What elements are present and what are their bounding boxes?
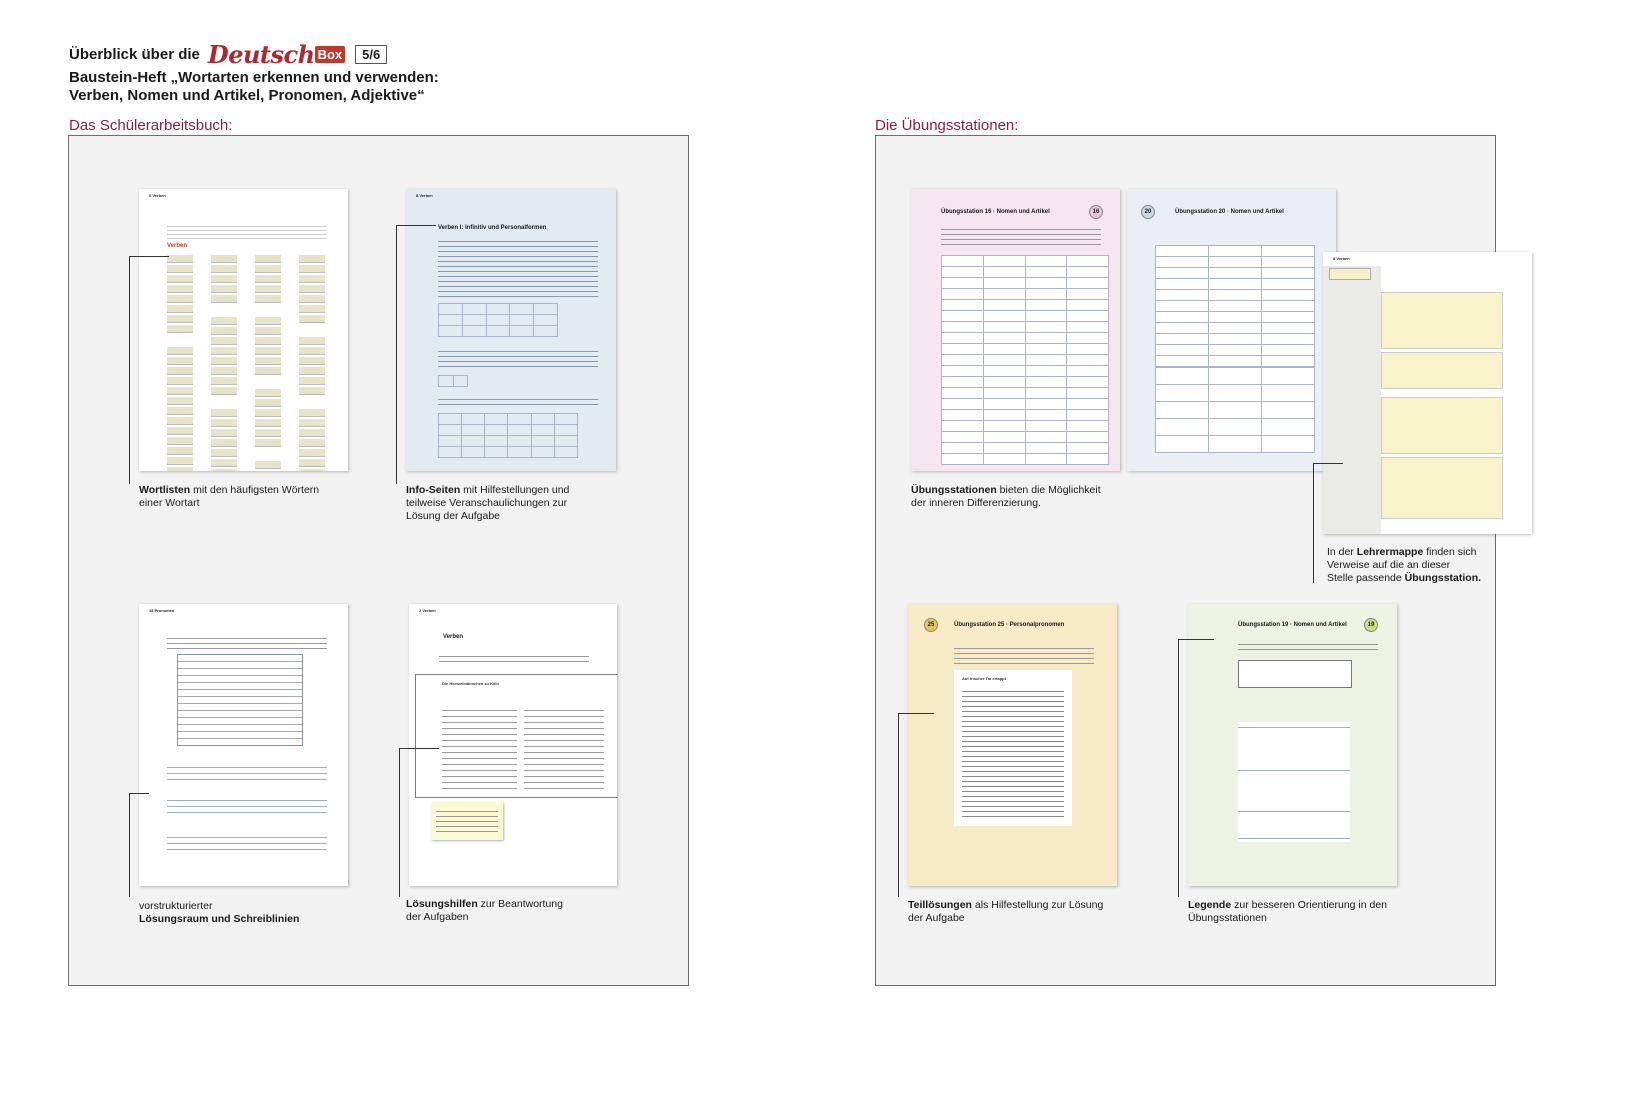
caption-teilloesungen (908, 899, 1103, 925)
leader-line (129, 793, 130, 897)
caption-text: teilweise Veranschaulichungen zur (406, 497, 568, 509)
caption-lehrermappe (1327, 546, 1481, 585)
loesungshilfen-page-thumbnail (409, 604, 617, 886)
caption-text: Lösung der Aufgabe (406, 510, 500, 522)
leader-line (898, 713, 899, 897)
page-header: 8 Verben (416, 193, 433, 198)
caption-bold: Legende (1188, 899, 1232, 911)
caption-text: bieten die Möglichkeit (996, 484, 1101, 496)
station-number-badge: 20 (1141, 205, 1155, 219)
info-title: Verben I: Infinitiv und Personalformen (438, 225, 547, 231)
caption-bold: Info-Seiten (406, 484, 461, 496)
station-number-badge: 19 (1364, 618, 1378, 632)
caption-bold: Lösungsraum und Schreiblinien (139, 913, 300, 925)
caption-text: vorstrukturierter (139, 900, 213, 912)
info-page-thumbnail (406, 189, 616, 471)
caption-loesungshilfen (406, 898, 563, 924)
lehrermappe-page-thumbnail (1323, 252, 1532, 534)
right-section-title: Die Übungsstationen: (875, 117, 1019, 134)
station-19-thumbnail (1188, 604, 1397, 886)
caption-bold: Wortlisten (139, 484, 191, 496)
caption-text: Verweise auf die an dieser (1327, 559, 1451, 571)
leader-line (1313, 463, 1343, 464)
deutschbox-logo (208, 40, 345, 69)
station-25-thumbnail (908, 604, 1117, 886)
leader-line (1313, 463, 1314, 583)
subtitle-line-2: Verben, Nomen und Artikel, Pronomen, Adjektive“ (69, 87, 425, 104)
caption-uebungsstationen (911, 484, 1101, 510)
pronomen-page-thumbnail (139, 604, 348, 886)
header-title-row (69, 40, 387, 69)
page-header: 8 Verben (1333, 256, 1350, 261)
caption-text: der Aufgaben (406, 911, 469, 923)
station-20-thumbnail (1127, 189, 1336, 471)
station-16-thumbnail (911, 189, 1120, 471)
caption-text: zur Beantwortung (477, 898, 563, 910)
poem-title: Die Heinzelmännchen zu Köln (442, 681, 499, 686)
leader-line (1178, 639, 1214, 640)
leader-line (129, 256, 130, 484)
caption-text: finden sich (1423, 546, 1477, 558)
caption-bold: Lösungshilfen (406, 898, 478, 910)
uebungsstationen-panel (875, 135, 1496, 986)
page-header: 2 Verben (419, 608, 436, 613)
station-number-badge: 16 (1089, 205, 1103, 219)
caption-bold: Lehrermappe (1356, 546, 1424, 558)
left-section-title: Das Schülerarbeitsbuch: (69, 117, 233, 134)
leader-line (1178, 639, 1179, 897)
caption-text: der inneren Differenzierung. (911, 497, 1041, 509)
caption-info-seiten (406, 484, 569, 523)
list-title: Verben (167, 243, 188, 249)
caption-text: der Aufgabe (908, 912, 965, 924)
station-title: Übungsstation 20 · Nomen und Artikel (1175, 209, 1284, 215)
station-title: Übungsstation 19 · Nomen und Artikel (1238, 622, 1347, 628)
caption-text: als Hilfestellung zur Lösung (971, 899, 1104, 911)
station-title: Übungsstation 16 · Nomen und Artikel (941, 209, 1050, 215)
subtitle-line-1: Baustein-Heft „Wortarten erkennen und verwenden: (69, 69, 439, 86)
page-header: 6 Verben (149, 193, 166, 198)
caption-text: einer Wortart (139, 497, 200, 509)
leader-line (396, 225, 436, 226)
caption-wortlisten (139, 484, 319, 510)
caption-bold: Übungsstation. (1404, 572, 1482, 584)
text-box-title: Auf frischer Tat ertappt (962, 676, 1006, 681)
logo-box: Box (315, 46, 346, 63)
caption-text: mit Hilfestellungen und (460, 484, 570, 496)
logo-word: Deutsch (207, 40, 315, 69)
caption-text: zur besseren Orientierung in den (1231, 899, 1388, 911)
leader-line (129, 256, 169, 257)
leader-line (399, 748, 400, 897)
station-number-badge: 25 (924, 618, 938, 632)
caption-text: Übungsstationen (1188, 912, 1267, 924)
caption-bold: Teillösungen (908, 899, 972, 911)
wortlisten-page-thumbnail (139, 189, 348, 471)
leader-line (129, 793, 149, 794)
caption-bold: Übungsstationen (911, 484, 997, 496)
page-title: Verben (443, 634, 464, 640)
leader-line (898, 713, 934, 714)
schuelerarbeitsbuch-panel (68, 135, 689, 986)
grade-badge: 5/6 (355, 45, 387, 64)
caption-loesungsraum (139, 900, 299, 926)
caption-legende (1188, 899, 1387, 925)
leader-line (399, 748, 439, 749)
caption-text: Stelle passende (1327, 572, 1405, 584)
station-title: Übungsstation 25 · Personalpronomen (954, 622, 1065, 628)
caption-text: In der (1327, 546, 1357, 558)
leader-line (396, 225, 397, 484)
caption-text: mit den häufigsten Wörtern (190, 484, 320, 496)
header-prefix: Überblick über die (69, 46, 200, 63)
page-header: 18 Pronomen (149, 608, 175, 613)
